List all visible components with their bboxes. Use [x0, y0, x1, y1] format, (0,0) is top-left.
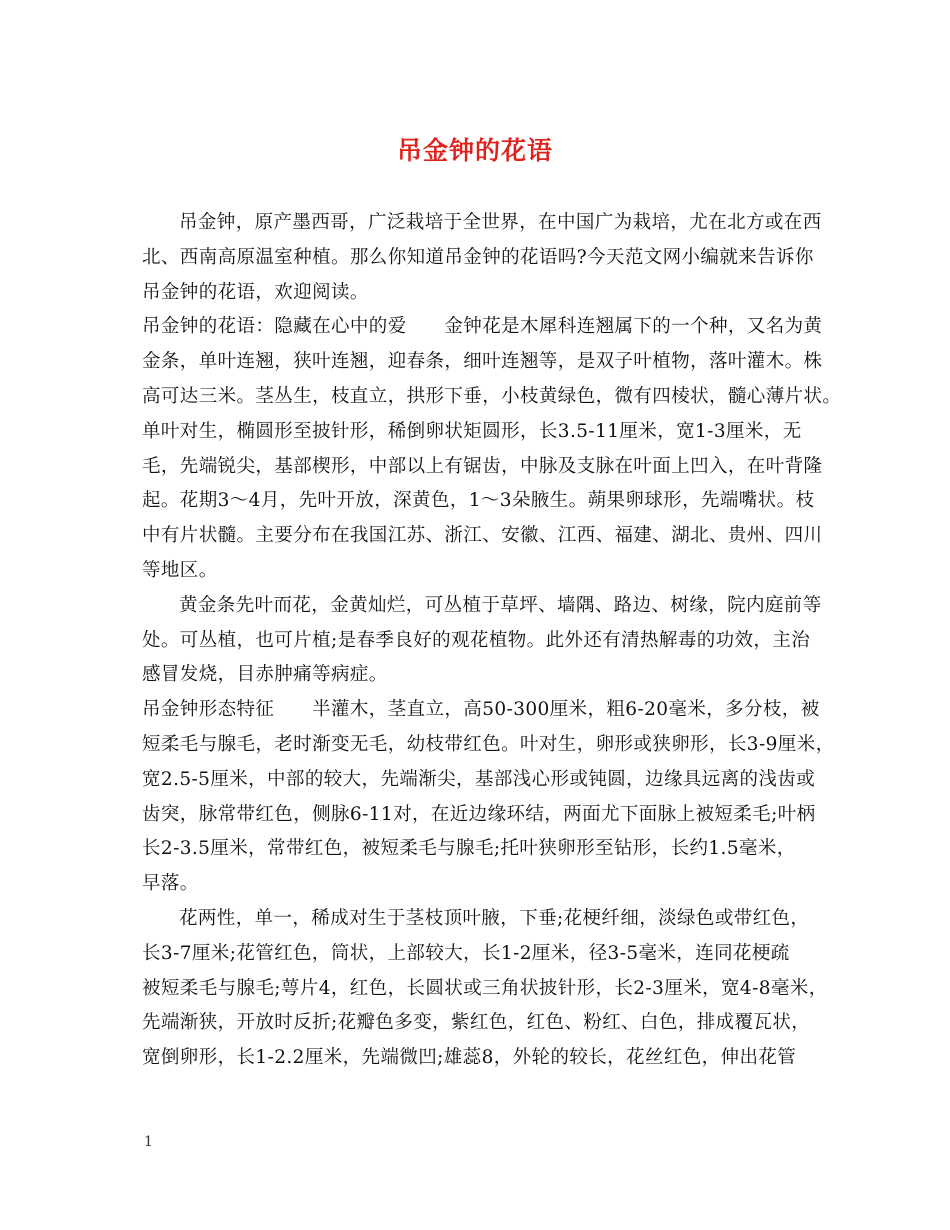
- text-line: 中有片状髓。主要分布在我国江苏、浙江、安徽、江西、福建、湖北、贵州、四川: [142, 525, 823, 547]
- text-line: 吊金钟的花语：隐藏在心中的爱 金钟花是木犀科连翘属下的一个种，又名为黄: [142, 316, 823, 338]
- text-line: 金条，单叶连翘，狭叶连翘，迎春条，细叶连翘等，是双子叶植物，落叶灌木。株: [142, 351, 823, 373]
- text-line: 北、西南高原温室种植。那么你知道吊金钟的花语吗?今天范文网小编就来告诉你: [142, 246, 814, 268]
- text-line: 吊金钟的花语，欢迎阅读。: [142, 281, 369, 303]
- text-line: 被短柔毛与腺毛;萼片4，红色，长圆状或三角状披针形，长2-3厘米，宽4-8毫米，: [142, 977, 828, 999]
- text-line: 感冒发烧，目赤肿痛等病症。: [142, 664, 388, 686]
- text-line: 吊金钟形态特征 半灌木，茎直立，高50-300厘米，粗6-20毫米，多分枝，被: [142, 699, 820, 721]
- text-line: 宽2.5-5厘米，中部的较大，先端渐尖，基部浅心形或钝圆，边缘具远离的浅齿或: [142, 768, 816, 790]
- text-line: 长3-7厘米;花管红色，筒状，上部较大，长1-2厘米，径3-5毫米，连同花梗疏: [142, 942, 790, 964]
- text-line: 吊金钟，原产墨西哥，广泛栽培于全世界，在中国广为栽培，尤在北方或在西: [179, 212, 822, 233]
- page-number: 1: [144, 1134, 153, 1150]
- text-line: 起。花期3～4月，先叶开放，深黄色，1～3朵腋生。蒴果卵球形，先端嘴状。枝: [142, 490, 815, 512]
- text-line: 黄金条先叶而花，金黄灿烂，可丛植于草坪、墙隅、路边、树缘，院内庭前等: [179, 594, 822, 616]
- text-line: 齿突，脉常带红色，侧脉6-11对，在近边缘环结，两面尤下面脉上被短柔毛;叶柄: [142, 803, 816, 825]
- text-line: 毛，先端锐尖，基部楔形，中部以上有锯齿，中脉及支脉在叶面上凹入，在叶背隆: [142, 455, 823, 477]
- text-line: 早落。: [142, 873, 199, 895]
- text-line: 短柔毛与腺毛，老时渐变无毛，幼枝带红色。叶对生，卵形或狭卵形，长3-9厘米，: [142, 733, 835, 755]
- text-line: 等地区。: [142, 559, 218, 581]
- text-line: 单叶对生，椭圆形至披针形，稀倒卵状矩圆形，长3.5-11厘米，宽1-3厘米，无: [142, 420, 802, 442]
- text-line: 先端渐狭，开放时反折;花瓣色多变，紫红色，红色、粉红、白色，排成覆瓦状，: [142, 1012, 811, 1034]
- text-line: 宽倒卵形，长1-2.2厘米，先端微凹;雄蕊8，外轮的较长，花丝红色，伸出花管: [142, 1047, 797, 1069]
- document-title: 吊金钟的花语: [396, 136, 553, 165]
- text-line: 长2-3.5厘米，常带红色，被短柔毛与腺毛;托叶狭卵形至钻形，长约1.5毫米，: [142, 838, 796, 860]
- text-line: 处。可丛植，也可片植;是春季良好的观花植物。此外还有清热解毒的功效，主治: [142, 629, 811, 651]
- text-line: 高可达三米。茎丛生，枝直立，拱形下垂，小枝黄绿色，微有四棱状，髓心薄片状。: [142, 385, 842, 407]
- document-body: [142, 206, 842, 1076]
- text-line: 花两性，单一，稀成对生于茎枝顶叶腋，下垂;花梗纤细，淡绿色或带红色，: [179, 907, 810, 929]
